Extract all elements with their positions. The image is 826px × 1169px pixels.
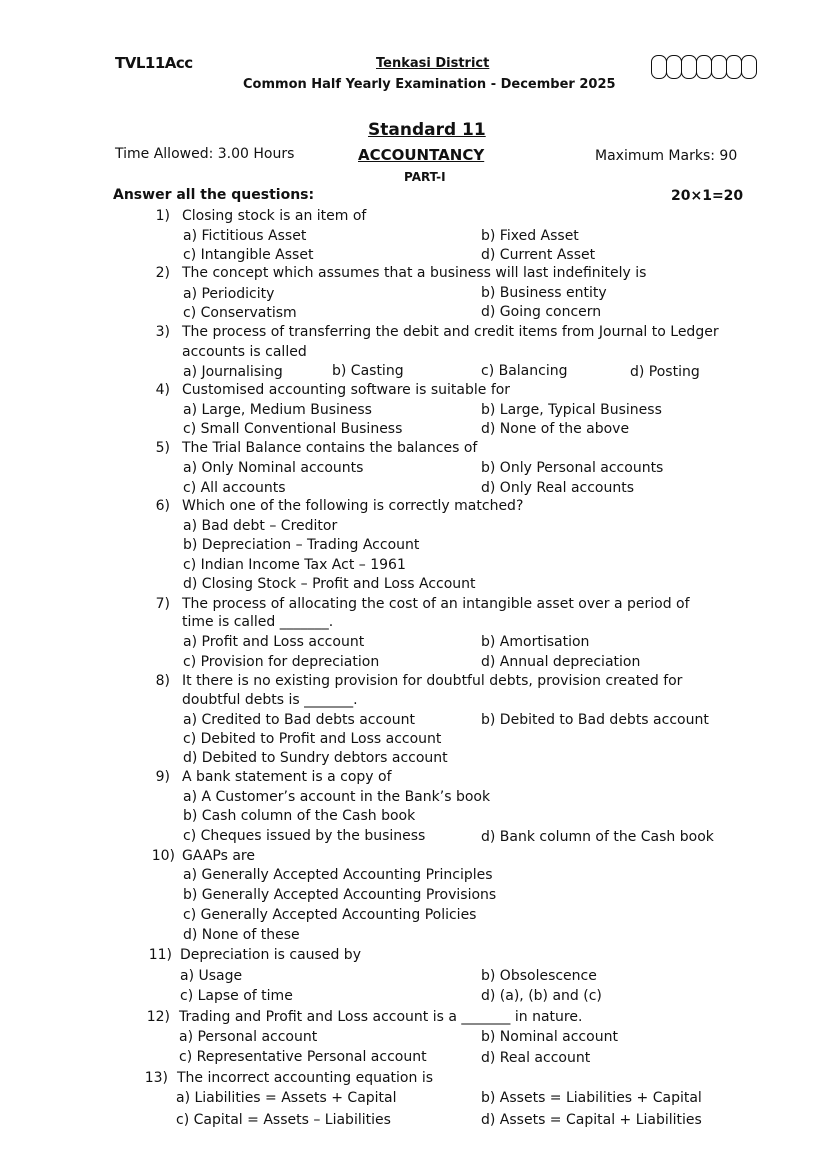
standard-title: Standard 11 <box>368 120 486 140</box>
option: b) Large, Typical Business <box>481 402 662 418</box>
option: a) Credited to Bad debts account <box>183 712 415 728</box>
option: a) Periodicity <box>183 286 275 302</box>
subject-title: ACCOUNTANCY <box>358 146 485 164</box>
question-text: doubtful debts is _______. <box>182 692 358 708</box>
question-number: 1) <box>155 208 170 224</box>
option: c) All accounts <box>183 480 286 496</box>
option: d) None of the above <box>481 421 630 437</box>
option: b) Debited to Bad debts account <box>481 712 709 728</box>
option: d) Closing Stock – Profit and Loss Account <box>183 576 476 592</box>
option: d) Only Real accounts <box>481 480 635 496</box>
option: d) Annual depreciation <box>481 654 641 670</box>
question-text: time is called _______. <box>182 614 334 630</box>
option: b) Nominal account <box>481 1029 618 1045</box>
exam-title: Common Half Yearly Examination - December 2025 <box>243 77 616 92</box>
option: b) Generally Accepted Accounting Provisions <box>183 887 497 903</box>
register-box <box>651 55 667 79</box>
question-text: The concept which assumes that a business will last indefinitely is <box>182 265 647 281</box>
option: a) Liabilities = Assets + Capital <box>176 1090 397 1106</box>
register-box <box>711 55 727 79</box>
question-text: Customised accounting software is suitable for <box>182 382 511 398</box>
option: d) Current Asset <box>481 247 596 263</box>
register-box <box>666 55 682 79</box>
option: c) Intangible Asset <box>183 247 314 263</box>
option: d) Bank column of the Cash book <box>481 829 714 845</box>
register-box <box>696 55 712 79</box>
option: d) Going concern <box>481 304 602 320</box>
option: a) Only Nominal accounts <box>183 460 364 476</box>
question-number: 5) <box>155 440 170 456</box>
question-number: 12) <box>146 1009 170 1025</box>
option: a) A Customer’s account in the Bank’s book <box>183 789 491 805</box>
question-text: A bank statement is a copy of <box>182 769 392 785</box>
option: a) Usage <box>180 968 243 984</box>
question-text: Closing stock is an item of <box>182 208 367 224</box>
option: b) Obsolescence <box>481 968 597 984</box>
option: b) Assets = Liabilities + Capital <box>481 1090 702 1106</box>
question-number: 7) <box>155 596 170 612</box>
paper-code: TVL11Acc <box>115 54 193 72</box>
option: b) Only Personal accounts <box>481 460 664 476</box>
question-number: 6) <box>155 498 170 514</box>
question-text: Which one of the following is correctly matched? <box>182 498 524 514</box>
question-text: accounts is called <box>182 344 307 360</box>
option: b) Amortisation <box>481 634 590 650</box>
question-number: 13) <box>144 1070 168 1086</box>
option: c) Representative Personal account <box>179 1049 427 1065</box>
option: c) Indian Income Tax Act – 1961 <box>183 557 406 573</box>
option: a) Large, Medium Business <box>183 402 372 418</box>
option: d) Debited to Sundry debtors account <box>183 750 448 766</box>
district-name: Tenkasi District <box>376 56 490 71</box>
option: d) (a), (b) and (c) <box>481 988 602 1004</box>
register-number-boxes <box>651 55 756 79</box>
option: c) Debited to Profit and Loss account <box>183 731 442 747</box>
option: c) Lapse of time <box>180 988 293 1004</box>
option: c) Generally Accepted Accounting Policies <box>183 907 477 923</box>
part-heading: PART-I <box>404 170 446 184</box>
question-number: 10) <box>151 848 175 864</box>
option: d) Real account <box>481 1050 591 1066</box>
question-number: 2) <box>155 265 170 281</box>
question-text: Trading and Profit and Loss account is a _______ in nature. <box>179 1009 583 1025</box>
option: d) Posting <box>630 364 700 380</box>
option: b) Business entity <box>481 285 607 301</box>
maximum-marks: Maximum Marks: 90 <box>595 148 738 164</box>
question-number: 11) <box>148 947 172 963</box>
register-box <box>681 55 697 79</box>
option: b) Casting <box>332 363 404 379</box>
marks-scheme: 20×1=20 <box>671 188 744 204</box>
question-number: 8) <box>155 673 170 689</box>
question-text: It there is no existing provision for doubtful debts, provision created for <box>182 673 683 689</box>
option: d) None of these <box>183 927 300 943</box>
question-text: The Trial Balance contains the balances of <box>182 440 478 456</box>
option: a) Bad debt – Creditor <box>183 518 338 534</box>
question-number: 4) <box>155 382 170 398</box>
option: c) Cheques issued by the business <box>183 828 426 844</box>
option: b) Fixed Asset <box>481 228 579 244</box>
question-number: 9) <box>155 769 170 785</box>
time-allowed: Time Allowed: 3.00 Hours <box>115 146 295 162</box>
register-box <box>741 55 757 79</box>
option: a) Journalising <box>183 364 283 380</box>
option: a) Profit and Loss account <box>183 634 365 650</box>
option: a) Fictitious Asset <box>183 228 307 244</box>
option: b) Depreciation – Trading Account <box>183 537 420 553</box>
option: a) Generally Accepted Accounting Principles <box>183 867 493 883</box>
instruction: Answer all the questions: <box>113 187 315 203</box>
option: c) Small Conventional Business <box>183 421 403 437</box>
option: a) Personal account <box>179 1029 318 1045</box>
option: c) Conservatism <box>183 305 297 321</box>
question-number: 3) <box>155 324 170 340</box>
question-text: Depreciation is caused by <box>180 947 361 963</box>
register-box <box>726 55 742 79</box>
question-text: The incorrect accounting equation is <box>177 1070 433 1086</box>
question-text: The process of allocating the cost of an intangible asset over a period of <box>182 596 690 612</box>
option: c) Capital = Assets – Liabilities <box>176 1112 391 1128</box>
option: d) Assets = Capital + Liabilities <box>481 1112 702 1128</box>
question-text: The process of transferring the debit and credit items from Journal to Ledger <box>182 324 719 340</box>
question-text: GAAPs are <box>182 848 255 864</box>
option: b) Cash column of the Cash book <box>183 808 416 824</box>
option: c) Provision for depreciation <box>183 654 380 670</box>
option: c) Balancing <box>481 363 568 379</box>
